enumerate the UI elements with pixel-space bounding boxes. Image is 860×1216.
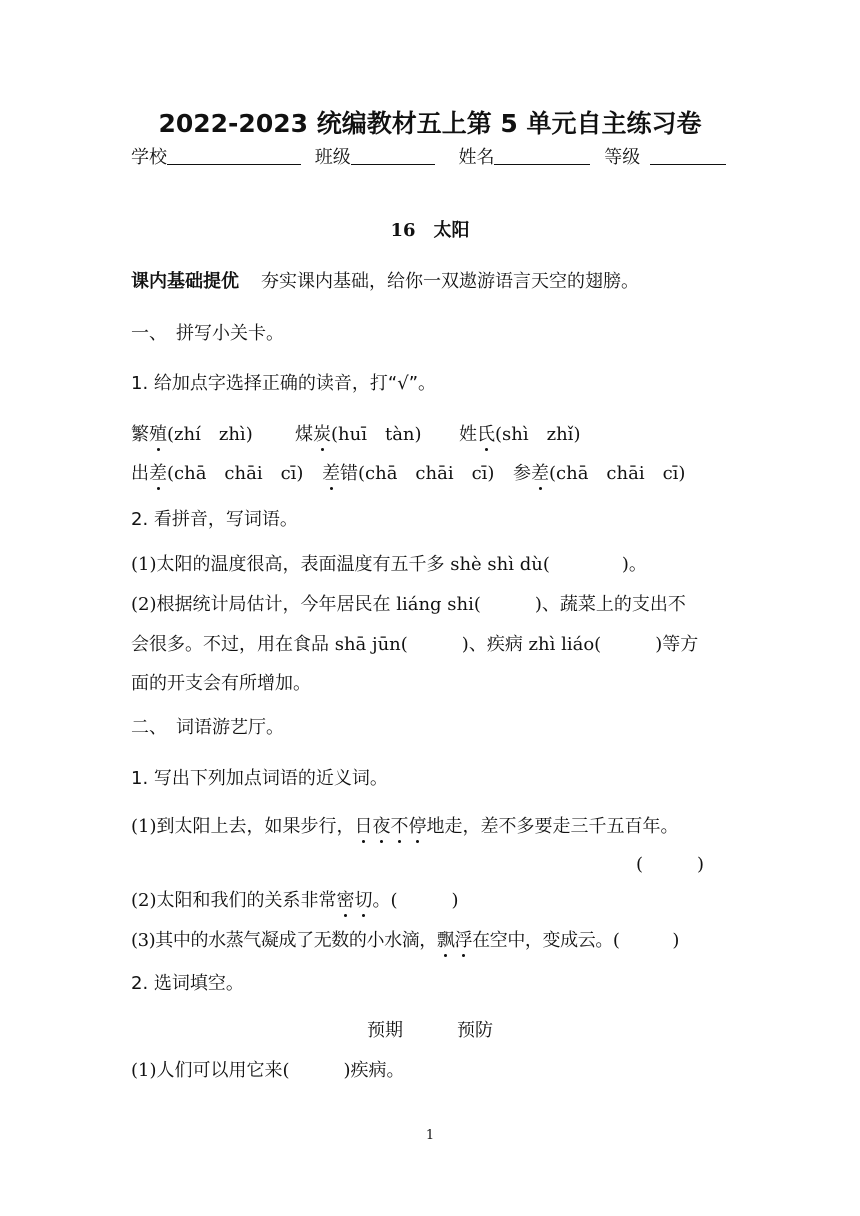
word-choices: 预期 预防 xyxy=(367,1020,493,1041)
page-number: 1 xyxy=(425,1128,435,1143)
s1-q1-item: 参差(chā chāi cī) xyxy=(513,459,685,485)
s1-q2-line: (1)太阳的温度很高，表面温度有五千多 shè shì dù( )。 xyxy=(131,554,647,575)
s1-q1-item: 煤炭(huī tàn) xyxy=(295,420,422,446)
school-blank[interactable] xyxy=(167,146,301,165)
section1-heading: 一、 拼写小关卡。 xyxy=(131,323,284,344)
intro-line xyxy=(131,267,639,293)
s1-q2-label: 2. 看拼音，写词语。 xyxy=(131,509,298,530)
lesson-title: 16 太阳 xyxy=(390,220,470,241)
s2-q1-line: (3)其中的水蒸气凝成了无数的小水滴，飘浮在空中，变成云。( ) xyxy=(131,926,679,952)
class-blank[interactable] xyxy=(351,146,435,165)
grade-blank[interactable] xyxy=(650,146,726,165)
s1-q1-item: 差错(chā chāi cī) xyxy=(322,459,494,485)
s2-q2-line: (1)人们可以用它来( )疾病。 xyxy=(131,1060,405,1081)
grade-label: 等级 xyxy=(604,147,641,168)
s2-q1-label: 1. 写出下列加点词语的近义词。 xyxy=(131,768,388,789)
section2-heading: 二、 词语游艺厅。 xyxy=(131,717,284,738)
s1-q2-line: 面的开支会有所增加。 xyxy=(131,673,311,694)
page-title: 2022-2023 统编教材五上第 5 单元自主练习卷 xyxy=(158,109,702,138)
s2-q1-line: (1)到太阳上去，如果步行，日夜不停地走，差不多要走三千五百年。 xyxy=(131,812,679,838)
name-blank[interactable] xyxy=(494,146,590,165)
s1-q1-item: 出差(chā chāi cī) xyxy=(131,459,303,485)
answer-paren[interactable]: ( ) xyxy=(636,854,705,875)
s1-q1-label: 1. 给加点字选择正确的读音，打“√”。 xyxy=(131,373,437,394)
class-label: 班级 xyxy=(314,147,351,168)
s1-q2-line: (2)根据统计局估计，今年居民在 liáng shi( )、蔬菜上的支出不 xyxy=(131,594,686,615)
name-label: 姓名 xyxy=(458,147,495,168)
info-line xyxy=(131,143,726,169)
s1-q2-line: 会很多。不过，用在食品 shā jūn( )、疾病 zhì liáo( )等方 xyxy=(131,634,699,655)
s2-q2-label: 2. 选词填空。 xyxy=(131,973,244,994)
intro-label: 课内基础提优 xyxy=(131,271,239,292)
s1-q1-item: 姓氏(shì zhǐ) xyxy=(459,420,580,446)
school-label: 学校 xyxy=(131,147,167,168)
s2-q1-line: (2)太阳和我们的关系非常密切。( ) xyxy=(131,886,459,912)
intro-text: 夯实课内基础，给你一双遨游语言天空的翅膀。 xyxy=(261,271,639,292)
s1-q1-item: 繁殖(zhí zhì) xyxy=(131,420,253,446)
